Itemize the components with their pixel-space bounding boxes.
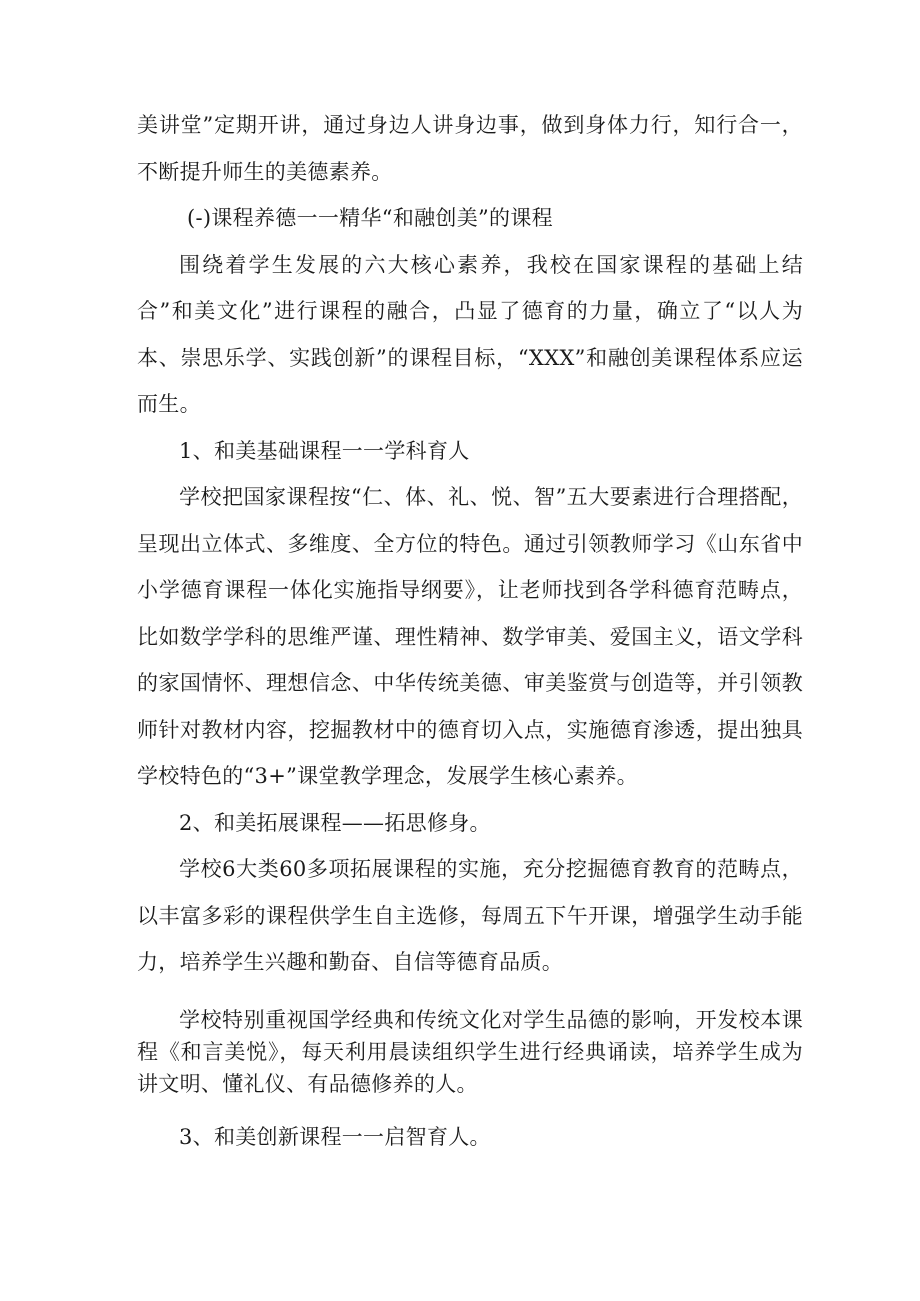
subheading-innovation-curriculum: 3、和美创新课程一一启智育人。 [179, 1124, 491, 1149]
paragraph-classics-curriculum: 学校特别重视国学经典和传统文化对学生品德的影响，开发校本课程《和言美悦》，每天利用晨读组织学生进行经典诵读，培养学生成为讲文明、懂礼仪、有品德修养的人。 [137, 1007, 803, 1096]
paragraph-curriculum-intro: 围绕着学生发展的六大核心素养，我校在国家课程的基础上结合”和美文化”进行课程的融合，凸显了德育的力量，确立了“以人为本、崇思乐学、实践创新”的课程目标，“XXX”和融创美课程体系应运而生。 [137, 252, 803, 416]
document-body [137, 102, 803, 1160]
paragraph-basic-curriculum: 学校把国家课程按“仁、体、礼、悦、智”五大要素进行合理搭配，呈现出立体式、多维度、全方位的特色。通过引领教师学习《山东省中小学德育课程一体化实施指导纲要》，让老师找到各学科德育范畴点，比如数学学科的思维严谨、理性精神、数学审美、爱国主义，语文学科的家国情怀、理想信念、中华传统美德、审美鉴赏与创造等，并引领教师针对教材内容，挖掘教材中的德育切入点，实施德育渗透，提出独具学校特色的“3+”课堂教学理念，发展学生核心素养。 [137, 485, 803, 788]
section-heading-curriculum: (-)课程养德一一精华“和融创美”的课程 [187, 206, 553, 230]
subheading-extended-curriculum: 2、和美拓展课程——拓思修身。 [179, 810, 491, 835]
subheading-basic-curriculum: 1、和美基础课程一一学科育人 [179, 438, 470, 463]
paragraph-continuation: 美讲堂”定期开讲，通过身边人讲身边事，做到身体力行，知行合一，不断提升师生的美德素养。 [137, 113, 803, 184]
paragraph-extended-curriculum: 学校6大类60多项拓展课程的实施，充分挖掘德育教育的范畴点，以丰富多彩的课程供学生自主选修，每周五下午开课，增强学生动手能力，培养学生兴趣和勤奋、自信等德育品质。 [137, 857, 803, 974]
